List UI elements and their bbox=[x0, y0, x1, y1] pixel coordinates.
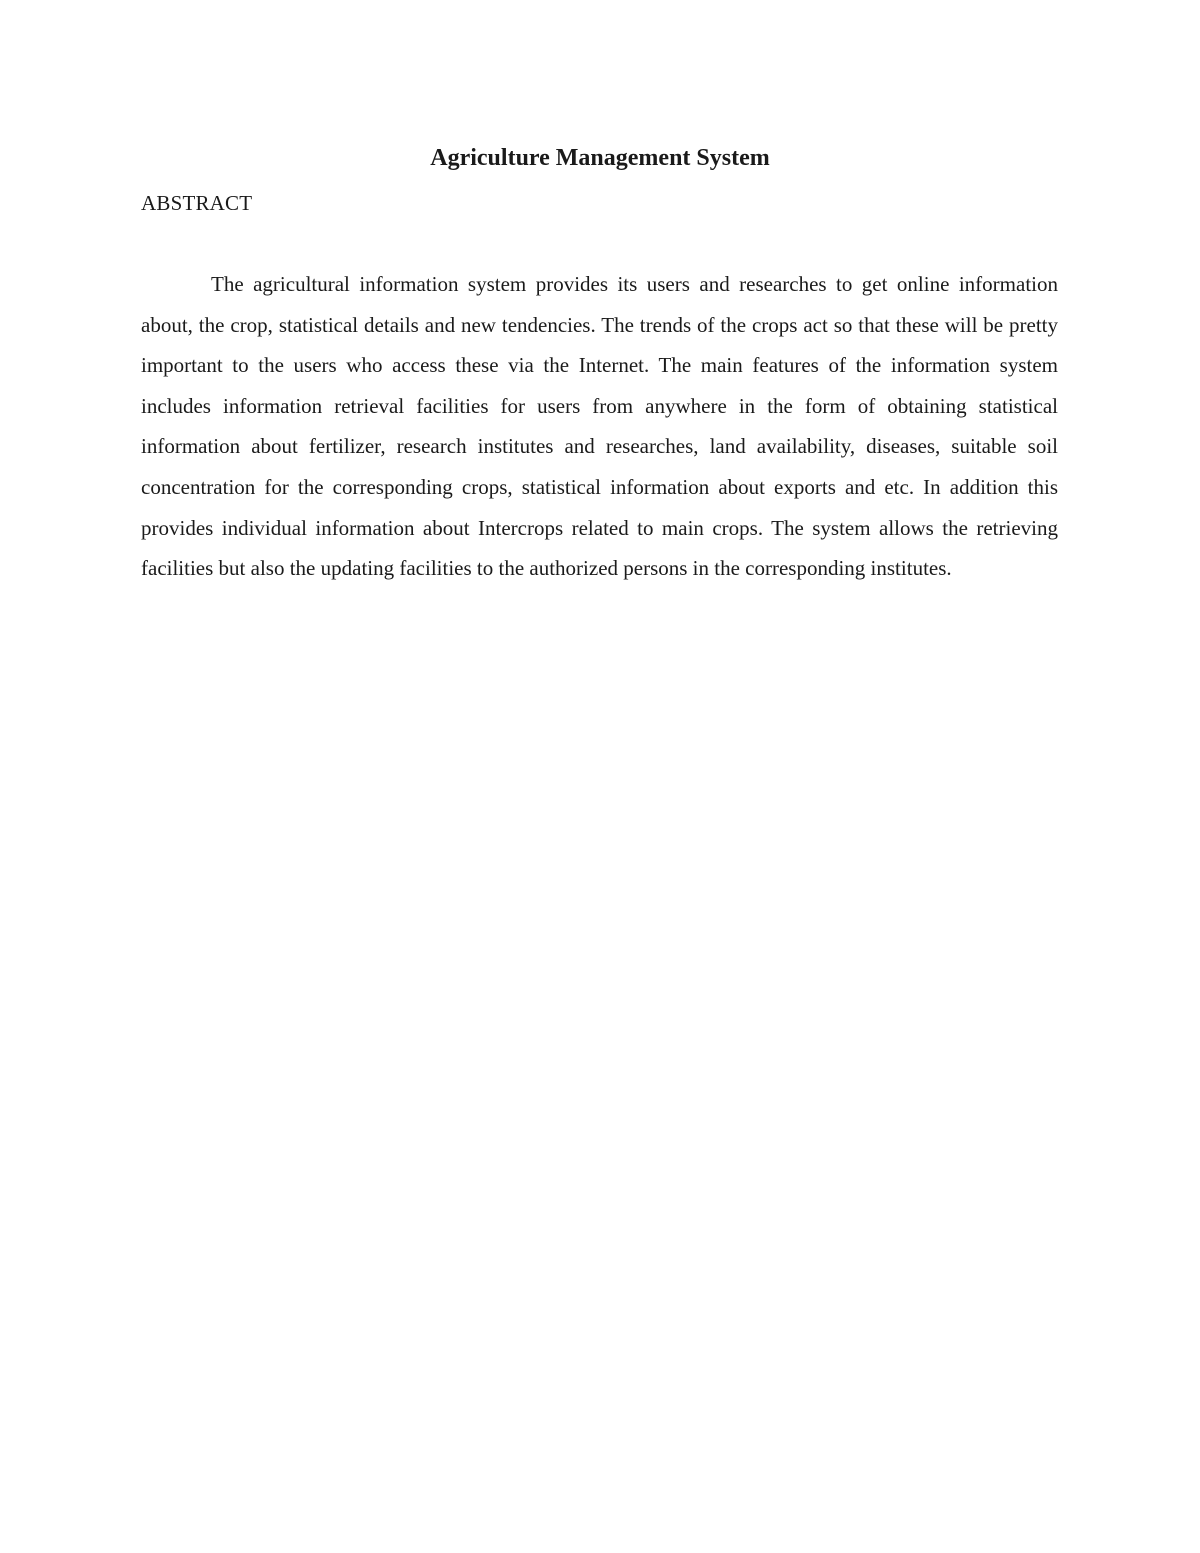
section-heading-abstract: ABSTRACT bbox=[141, 191, 253, 215]
document-title: Agriculture Management System bbox=[430, 145, 770, 171]
abstract-paragraph: The agricultural information system provides its users and researches to get online information about, the crop, statistical details and new tendencies. The trends of the crops act so that these will be pretty important to the users who access these via the Internet. The main features of the information system includes information retrieval facilities for users from anywhere in the form of obtaining statistical information about fertilizer, research institutes and researches, land availability, diseases, suitable soil concentration for the corresponding crops, statistical information about exports and etc. In addition this provides individual information about Intercrops related to main crops. The system allows the retrieving facilities but also the updating facilities to the authorized persons in the corresponding institutes. bbox=[141, 272, 1058, 581]
